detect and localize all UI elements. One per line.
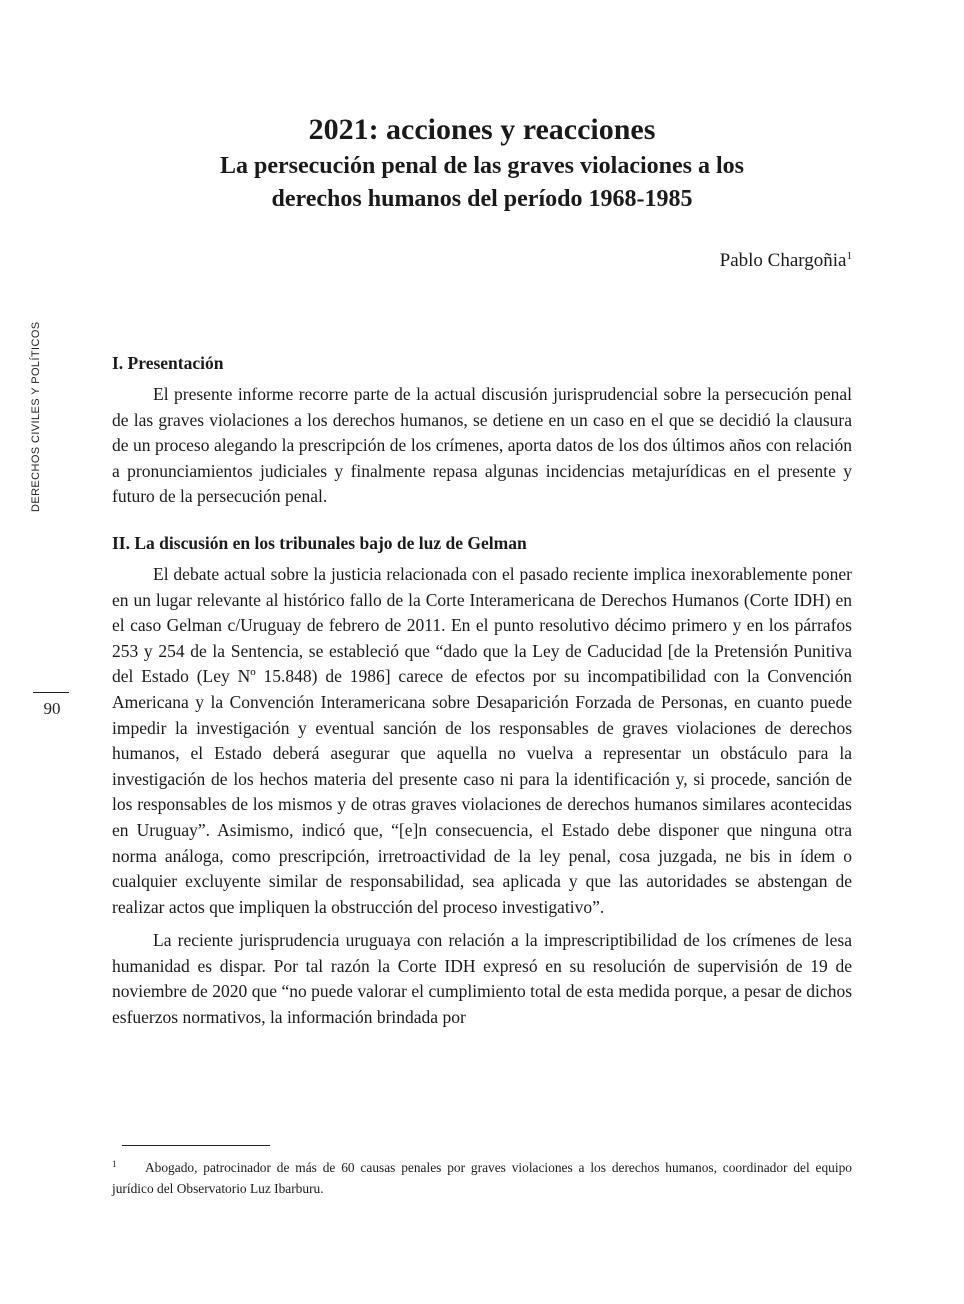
article-subtitle-line-1: La persecución penal de las graves violaciones a los [220,153,744,179]
running-head-section-label: DERECHOS CIVILES Y POLÍTICOS [30,321,42,512]
section-heading-presentacion: I. Presentación [112,353,224,373]
author-name: Pablo Chargoñia [719,250,847,271]
author-footnote-ref[interactable]: 1 [846,250,852,262]
footnote-1 [112,1154,852,1199]
body-paragraph: El presente informe recorre parte de la actual discusión jurisprudencial sobre la persecución penal de las graves violaciones a los derechos humanos, se detiene en un caso en el que se decidió la clausura de un proceso alegando la prescripción de los crímenes, aporta datos de los dos últimos años con relación a pronunciamientos judiciales y finalmente repasa algunas incidencias metajurídicas en el presente y futuro de la persecución penal. [112,384,852,507]
page-number: 90 [43,699,61,718]
footnote-separator [122,1145,270,1146]
body-paragraph: El debate actual sobre la justicia relacionada con el pasado reciente implica inexorablemente poner en un lugar relevante al histórico fallo de la Corte Interamericana de Derechos Humanos (Corte IDH) en el caso Gelman c/Uruguay de febrero de 2011. En el punto resolutivo décimo primero y en los párrafos 253 y 254 de la Sentencia, se estableció que “dado que la Ley de Caducidad [de la Pretensión Punitiva del Estado (Ley Nº 15.848) de 1986] carece de efectos por su incompatibilidad con la Convención Americana y la Convención Interamericana sobre Desaparición Forzada de Personas, en cuanto puede impedir la investigación y eventual sanción de los responsables de graves violaciones de derechos humanos, el Estado deberá asegurar que aquella no vuelva a representar un obstáculo para la investigación de los hechos materia del presente caso ni para la identificación y, si procede, sanción de los responsables de los mismos y de otras graves violaciones de derechos humanos similares acontecidas en Uruguay”. Asimismo, indicó que, “[e]n consecuencia, el Estado debe disponer que ninguna otra norma análoga, como prescripción, irretroactividad de la ley penal, cosa juzgada, ne bis in ídem o cualquier excluyente similar de responsabilidad, sea aplicada y que las autoridades se abstengan de realizar actos que impliquen la obstrucción del proceso investigativo”. [112,563,852,917]
footnote-mark: 1 [112,1159,117,1169]
article-subtitle-line-2: derechos humanos del período 1968-1985 [271,186,693,212]
section-heading-gelman: II. La discusión en los tribunales bajo de luz de Gelman [112,532,527,553]
footnote-text: Abogado, patrocinador de más de 60 causas penales por graves violaciones a los derechos humanos, coordinador del equipo jurídico del Observatorio Luz Ibarburu. [112,1160,852,1196]
article-subtitle [112,150,852,216]
article-title: 2021: acciones y reacciones [308,113,656,146]
page-number-rule [33,692,69,693]
author-byline [720,250,852,272]
body-paragraph: La reciente jurisprudencia uruguaya con relación a la imprescriptibilidad de los crímenes de lesa humanidad es dispar. Por tal razón la Corte IDH expresó en su resolución de supervisión de 19 de noviembre de 2020 que “no puede valorar el cumplimiento total de esta medida porque, a pesar de dichos esfuerzos normativos, la información brindada por [112,930,852,1028]
article-title-block [112,112,852,216]
article-body [112,350,852,1031]
